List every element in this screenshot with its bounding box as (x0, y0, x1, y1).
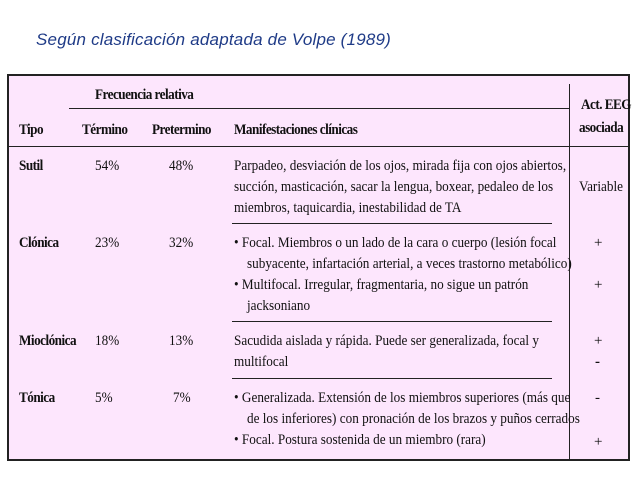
row-mioclonica-pretermino: 13% (169, 333, 194, 349)
row-tonica-eeg-2: + (594, 434, 603, 450)
header-divider-top (69, 108, 569, 109)
row-tonica-pretermino: 7% (173, 390, 191, 406)
row-tonica-termino: 5% (95, 390, 113, 406)
row-clonica-termino: 23% (95, 235, 120, 251)
header-frecuencia-relativa: Frecuencia relativa (95, 87, 194, 103)
row-clonica-tipo: Clónica (19, 235, 59, 251)
row-tonica-manif-1: • Generalizada. Extensión de los miembros superiores (más que (234, 390, 571, 406)
row-divider-1 (232, 223, 552, 224)
row-sutil-manif-3: miembros, taquicardia, inestabilidad de TA (234, 200, 462, 216)
col-header-termino: Término (82, 122, 128, 138)
row-tonica-tipo: Tónica (19, 390, 55, 406)
row-divider-2 (232, 321, 552, 322)
row-clonica-manif-3: • Multifocal. Irregular, fragmentaria, no sigue un patrón (234, 277, 529, 293)
row-clonica-eeg-2: + (594, 277, 603, 293)
row-sutil-eeg: Variable (579, 179, 623, 195)
col-header-pretermino: Pretermino (152, 122, 211, 138)
col-header-manifestaciones: Manifestaciones clínicas (234, 122, 358, 138)
row-mioclonica-eeg-1: + (594, 333, 603, 349)
row-sutil-manif-1: Parpadeo, desviación de los ojos, mirada fija con ojos abiertos, (234, 158, 567, 174)
row-mioclonica-manif-2: multifocal (234, 354, 289, 370)
row-tonica-eeg-1: - (595, 390, 600, 406)
row-mioclonica-termino: 18% (95, 333, 120, 349)
row-clonica-eeg-1: + (594, 235, 603, 251)
header-eeg-line1: Act. EEG (581, 97, 632, 113)
row-mioclonica-manif-1: Sacudida aislada y rápida. Puede ser generalizada, focal y (234, 333, 539, 349)
row-sutil-tipo: Sutil (19, 158, 43, 174)
row-divider-3 (232, 378, 552, 379)
row-mioclonica-eeg-2: - (595, 354, 600, 370)
row-tonica-manif-2: de los inferiores) con pronación de los brazos y puños cerrados (247, 411, 580, 427)
header-eeg-line2: asociada (579, 120, 624, 136)
row-clonica-manif-4: jacksoniano (247, 298, 311, 314)
row-clonica-manif-1: • Focal. Miembros o un lado de la cara o cuerpo (lesión focal (234, 235, 557, 251)
row-clonica-manif-2: subyacente, infartación arterial, a veces trastorno metabólico) (247, 256, 572, 272)
col-header-tipo: Tipo (19, 122, 44, 138)
row-sutil-manif-2: succión, masticación, sacar la lengua, boxear, pedaleo de los (234, 179, 554, 195)
row-sutil-pretermino: 48% (169, 158, 194, 174)
row-mioclonica-tipo: Mioclónica (19, 333, 77, 349)
row-tonica-manif-3: • Focal. Postura sostenida de un miembro (rara) (234, 432, 486, 448)
seizure-classification-table (7, 74, 630, 461)
row-clonica-pretermino: 32% (169, 235, 194, 251)
page-heading: Según clasificación adaptada de Volpe (1989) (36, 30, 392, 49)
row-sutil-termino: 54% (95, 158, 120, 174)
header-divider-bottom (9, 146, 630, 147)
